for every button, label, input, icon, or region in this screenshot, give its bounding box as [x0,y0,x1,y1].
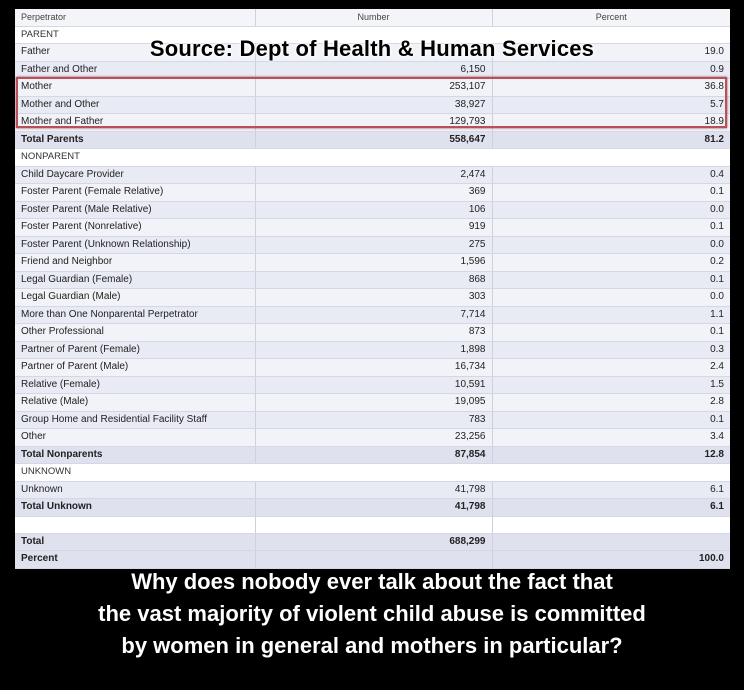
spacer-cell [492,516,730,533]
percent-cell: 5.7 [492,96,730,114]
number-cell: 688,299 [255,533,492,551]
table-row [15,306,730,324]
number-cell: 783 [255,411,492,429]
number-cell: 16,734 [255,359,492,377]
table-row [15,79,730,97]
perpetrator-cell: Other Professional [15,324,255,342]
perpetrator-cell: Group Home and Residential Facility Staff [15,411,255,429]
percent-cell: 0.0 [492,201,730,219]
number-cell: 303 [255,289,492,307]
caption-line-1: Why does nobody ever talk about the fact that [131,569,613,594]
perpetrator-cell: Total Parents [15,131,255,149]
number-cell: 919 [255,219,492,237]
table-header-row [15,9,730,26]
number-cell: 558,647 [255,131,492,149]
perpetrator-cell: Unknown [15,481,255,499]
section-total-row [15,131,730,149]
perpetrator-cell: Total Nonparents [15,446,255,464]
caption-line-3: by women in general and mothers in particular? [121,633,623,658]
percent-cell: 0.1 [492,324,730,342]
number-cell: 129,793 [255,114,492,132]
spacer-cell [255,516,492,533]
perpetrator-cell: Relative (Female) [15,376,255,394]
number-cell: 41,798 [255,481,492,499]
perpetrator-cell: Percent [15,551,255,569]
percent-cell: 6.1 [492,499,730,517]
number-cell: 1,898 [255,341,492,359]
table-row [15,184,730,202]
table-row [15,61,730,79]
table-row [15,481,730,499]
perpetrator-cell: Mother and Other [15,96,255,114]
percent-cell: 1.5 [492,376,730,394]
table-row [15,376,730,394]
number-cell: 87,854 [255,446,492,464]
percent-cell: 0.1 [492,184,730,202]
perpetrator-cell: Total Unknown [15,499,255,517]
number-cell: 1,596 [255,254,492,272]
table-row [15,289,730,307]
percent-cell: 0.0 [492,289,730,307]
table-row [15,394,730,412]
percent-cell: 0.9 [492,61,730,79]
perpetrator-cell: Total [15,533,255,551]
perpetrator-table-panel [15,9,730,564]
spacer-cell [15,516,255,533]
percent-cell: 36.8 [492,79,730,97]
section-total-row [15,499,730,517]
table-row [15,429,730,447]
percent-cell: 19.0 [492,44,730,62]
table-row [15,219,730,237]
table-row [15,201,730,219]
perpetrator-cell: Friend and Neighbor [15,254,255,272]
percent-cell [492,533,730,551]
perpetrator-cell: Father and Other [15,61,255,79]
perpetrator-cell: Child Daycare Provider [15,166,255,184]
percent-cell: 0.2 [492,254,730,272]
table-row [15,271,730,289]
section-header-row [15,149,730,167]
column-header-perpetrator: Perpetrator [15,9,255,26]
table-row [15,166,730,184]
number-cell: 38,927 [255,96,492,114]
percent-cell: 2.4 [492,359,730,377]
number-cell: 2,474 [255,166,492,184]
table-row [15,236,730,254]
percent-cell: 81.2 [492,131,730,149]
perpetrator-cell: More than One Nonparental Perpetrator [15,306,255,324]
percent-cell: 0.1 [492,219,730,237]
number-cell: 873 [255,324,492,342]
number-cell: 275 [255,236,492,254]
perpetrator-cell: Legal Guardian (Male) [15,289,255,307]
perpetrator-cell: Foster Parent (Nonrelative) [15,219,255,237]
perpetrator-cell: Foster Parent (Unknown Relationship) [15,236,255,254]
perpetrator-cell: Legal Guardian (Female) [15,271,255,289]
number-cell: 19,095 [255,394,492,412]
grand-total-row [15,533,730,551]
number-cell: 23,256 [255,429,492,447]
percent-cell: 12.8 [492,446,730,464]
column-header-number: Number [255,9,492,26]
caption-line-2: the vast majority of violent child abuse is committed [98,601,646,626]
percent-cell: 0.1 [492,271,730,289]
section-label: UNKNOWN [15,464,730,482]
perpetrator-cell: Partner of Parent (Male) [15,359,255,377]
percent-cell: 0.3 [492,341,730,359]
perpetrator-cell: Partner of Parent (Female) [15,341,255,359]
perpetrator-table [15,9,730,569]
section-label: NONPARENT [15,149,730,167]
perpetrator-cell: Foster Parent (Male Relative) [15,201,255,219]
perpetrator-cell: Other [15,429,255,447]
percent-cell: 0.4 [492,166,730,184]
section-header-row [15,464,730,482]
source-overlay-title: Source: Dept of Health & Human Services [149,36,595,61]
caption-block [0,566,744,662]
table-row [15,411,730,429]
number-cell: 10,591 [255,376,492,394]
table-row [15,359,730,377]
table-row [15,341,730,359]
percent-cell: 0.1 [492,411,730,429]
percent-cell: 18.9 [492,114,730,132]
number-cell: 6,150 [255,61,492,79]
section-label: PARENT [15,26,730,44]
number-cell: 369 [255,184,492,202]
section-total-row [15,446,730,464]
number-cell: 868 [255,271,492,289]
number-cell: 41,798 [255,499,492,517]
column-header-percent: Percent [492,9,730,26]
number-cell: 253,107 [255,79,492,97]
perpetrator-cell: Foster Parent (Female Relative) [15,184,255,202]
table-row [15,324,730,342]
percent-cell: 100.0 [492,551,730,569]
percent-cell: 3.4 [492,429,730,447]
perpetrator-cell: Relative (Male) [15,394,255,412]
spacer-row [15,516,730,533]
number-cell: 7,714 [255,306,492,324]
percent-cell: 2.8 [492,394,730,412]
percent-cell: 6.1 [492,481,730,499]
table-row [15,254,730,272]
perpetrator-cell: Father [15,44,255,62]
table-row [15,96,730,114]
perpetrator-cell: Mother [15,79,255,97]
number-cell: 106 [255,201,492,219]
table-body [15,26,730,568]
perpetrator-cell: Mother and Father [15,114,255,132]
percent-cell: 1.1 [492,306,730,324]
percent-cell: 0.0 [492,236,730,254]
table-row [15,114,730,132]
